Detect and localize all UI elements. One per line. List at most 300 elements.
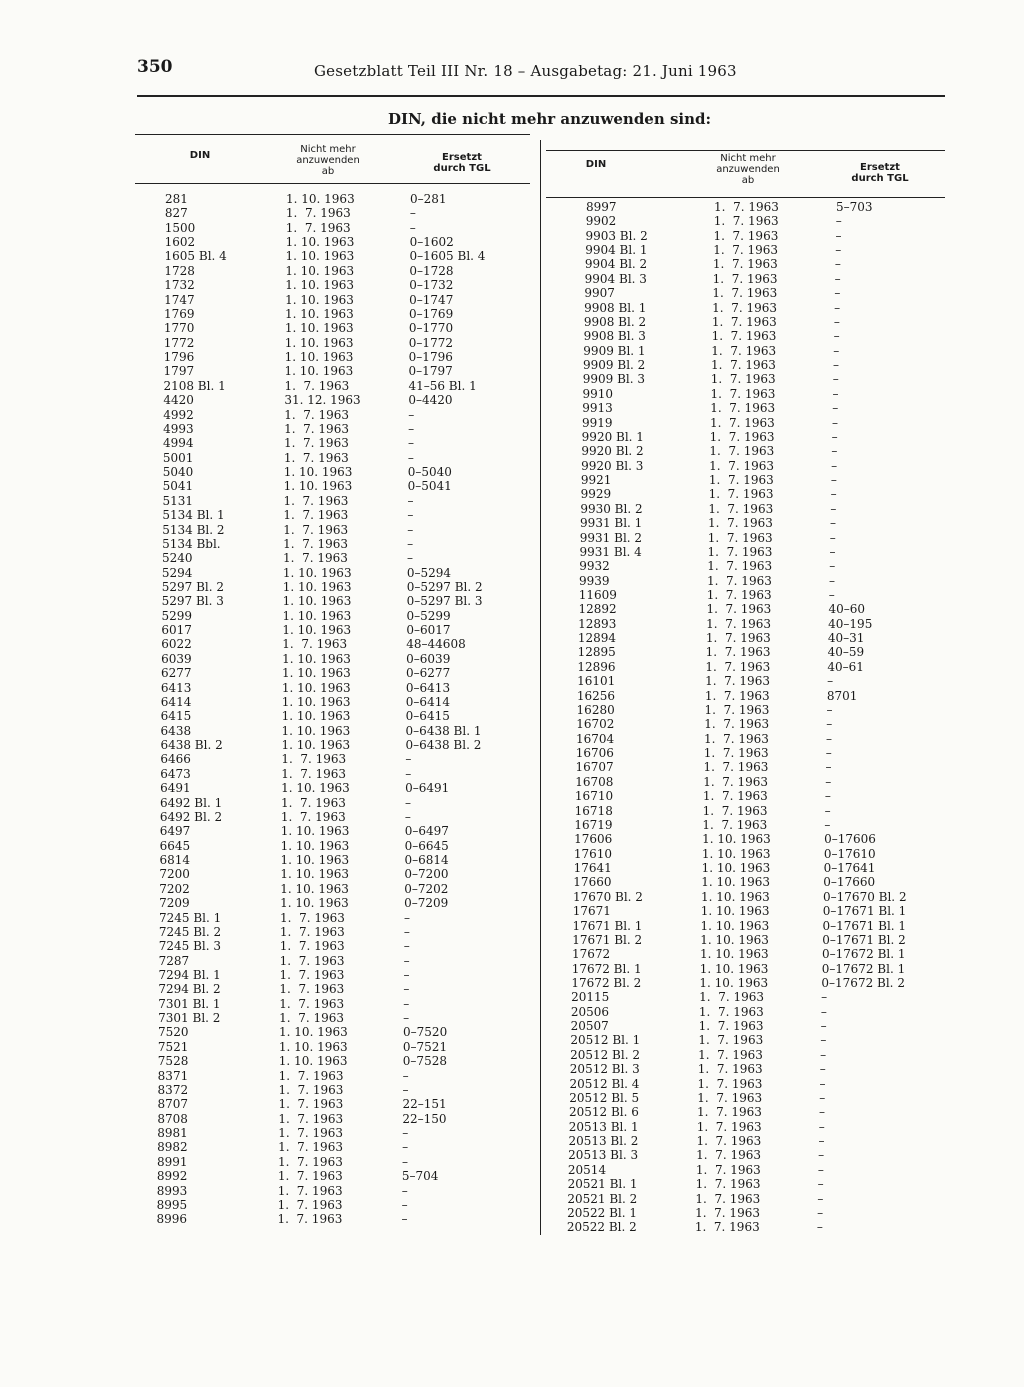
replaced-by-tgl: 0–6039 <box>406 651 451 666</box>
replaced-by-tgl: – <box>818 1148 825 1163</box>
din-number: 20512 Bl. 5 <box>569 1090 640 1105</box>
replaced-by-tgl: 22–151 <box>402 1097 447 1112</box>
din-number: 6039 <box>161 651 192 666</box>
valid-until-date: 1. 7. 1963 <box>712 300 777 315</box>
din-number: 6473 <box>160 766 191 781</box>
din-number: 16101 <box>577 674 616 689</box>
din-number: 5299 <box>161 608 193 623</box>
valid-until-date: 1. 7. 1963 <box>713 228 779 243</box>
replaced-by-tgl: 0–17672 Bl. 2 <box>821 975 905 990</box>
replaced-by-tgl: – <box>826 717 833 732</box>
din-number: 20512 Bl. 3 <box>569 1062 640 1077</box>
valid-until-date: 1. 7. 1963 <box>711 358 776 373</box>
valid-until-date: 1. 10. 1963 <box>285 263 355 278</box>
din-number: 20522 Bl. 1 <box>567 1205 638 1220</box>
valid-until-date: 1. 10. 1963 <box>279 1025 348 1040</box>
din-number: 12895 <box>577 645 616 660</box>
replaced-by-tgl: – <box>816 1220 823 1235</box>
din-number: 20522 Bl. 2 <box>566 1220 637 1235</box>
valid-until-date: 1. 7. 1963 <box>709 415 775 430</box>
valid-until-date: 1. 7. 1963 <box>283 436 349 451</box>
valid-until-date: 1. 7. 1963 <box>284 378 350 393</box>
right-header-ersetzt <box>830 162 930 184</box>
replaced-by-tgl: 0–1769 <box>409 306 454 321</box>
din-number: 5134 Bl. 2 <box>162 522 225 537</box>
din-number: 20514 <box>567 1162 607 1177</box>
valid-until-date: 1. 10. 1963 <box>283 465 353 480</box>
din-number: 4992 <box>163 407 194 422</box>
valid-until-date: 1. 7. 1963 <box>708 516 773 531</box>
replaced-by-tgl: – <box>833 314 840 329</box>
valid-until-date: 1. 7. 1963 <box>704 702 770 717</box>
din-number: 9931 Bl. 4 <box>579 544 642 559</box>
replaced-by-tgl: 0–1772 <box>408 335 453 350</box>
valid-until-date: 1. 10. 1963 <box>278 1054 348 1069</box>
valid-until-date: 1. 10. 1963 <box>282 666 351 681</box>
valid-until-date: 1. 10. 1963 <box>699 947 769 962</box>
valid-until-date: 1. 7. 1963 <box>283 450 349 465</box>
din-number: 6414 <box>160 694 192 709</box>
valid-until-date: 1. 10. 1963 <box>701 875 770 890</box>
replaced-by-tgl: – <box>825 774 832 789</box>
valid-until-date: 1. 10. 1963 <box>282 608 352 623</box>
replaced-by-tgl: – <box>818 1134 825 1149</box>
din-number: 6492 Bl. 2 <box>159 809 223 824</box>
din-number: 20115 <box>571 990 610 1005</box>
valid-until-date: 1. 10. 1963 <box>281 709 351 724</box>
replaced-by-tgl: – <box>408 421 415 436</box>
replaced-by-tgl: – <box>401 1212 408 1227</box>
din-number: 5041 <box>162 479 194 494</box>
din-number: 7202 <box>159 881 190 896</box>
replaced-by-tgl: – <box>403 1011 410 1026</box>
replaced-by-tgl: 0–17672 Bl. 1 <box>821 947 906 962</box>
din-number: 9910 <box>582 386 614 401</box>
replaced-by-tgl: – <box>829 544 836 559</box>
replaced-by-tgl: 40–61 <box>827 659 864 674</box>
din-number: 16710 <box>574 789 614 804</box>
replaced-by-tgl: – <box>817 1162 824 1177</box>
din-number: 4420 <box>163 393 194 408</box>
din-number: 8708 <box>157 1111 188 1126</box>
replaced-by-tgl: – <box>832 386 839 401</box>
din-number: 16702 <box>576 717 615 732</box>
replaced-by-tgl: – <box>824 789 831 804</box>
din-number: 20506 <box>570 1004 610 1019</box>
right-header-nicht-mehr <box>698 153 798 186</box>
replaced-by-tgl: 0–7200 <box>404 867 449 882</box>
valid-until-date: 1. 7. 1963 <box>283 493 349 508</box>
din-number: 9909 Bl. 1 <box>583 343 646 358</box>
din-number: 6438 <box>160 723 192 738</box>
valid-until-date: 1. 7. 1963 <box>277 1169 343 1184</box>
replaced-by-tgl: 0–6814 <box>404 853 449 868</box>
replaced-by-tgl: 0–1747 <box>409 292 454 307</box>
valid-until-date: 1. 7. 1963 <box>704 731 769 746</box>
din-number: 7521 <box>157 1039 189 1054</box>
valid-until-date: 1. 7. 1963 <box>278 1097 344 1112</box>
valid-until-date: 1. 7. 1963 <box>707 559 773 574</box>
valid-until-date: 1. 7. 1963 <box>694 1220 760 1235</box>
replaced-by-tgl: – <box>820 1033 827 1048</box>
replaced-by-tgl: 0–1602 <box>409 235 454 250</box>
valid-until-date: 1. 7. 1963 <box>706 587 772 602</box>
din-number: 7301 Bl. 1 <box>158 996 221 1011</box>
replaced-by-tgl: 0–6277 <box>406 666 451 681</box>
din-number: 17672 <box>571 947 611 962</box>
replaced-by-tgl: – <box>819 1090 826 1105</box>
replaced-by-tgl: 0–17671 Bl. 2 <box>822 932 906 947</box>
din-number: 7528 <box>157 1054 189 1069</box>
valid-until-date: 1. 10. 1963 <box>284 335 354 350</box>
valid-until-date: 1. 7. 1963 <box>710 372 776 387</box>
replaced-by-tgl: – <box>407 551 413 566</box>
din-number: 1728 <box>164 263 195 278</box>
din-number: 17660 <box>573 875 612 890</box>
replaced-by-tgl: – <box>834 300 841 315</box>
din-number: 7301 Bl. 2 <box>158 1011 221 1026</box>
din-number: 1770 <box>163 321 195 336</box>
valid-until-date: 1. 7. 1963 <box>698 1019 764 1034</box>
valid-until-date: 1. 7. 1963 <box>279 967 345 982</box>
din-number: 20513 Bl. 2 <box>568 1134 639 1149</box>
replaced-by-tgl: – <box>835 243 842 258</box>
replaced-by-tgl: 0–17660 <box>823 875 876 890</box>
replaced-by-tgl: – <box>405 752 412 767</box>
replaced-by-tgl: 0–1796 <box>408 350 453 365</box>
valid-until-date: 1. 10. 1963 <box>286 192 355 206</box>
valid-until-date: 1. 7. 1963 <box>695 1191 761 1206</box>
valid-until-date: 1. 10. 1963 <box>282 651 351 666</box>
valid-until-date: 1. 7. 1963 <box>278 1126 344 1141</box>
replaced-by-tgl: – <box>833 358 840 373</box>
valid-until-date: 1. 10. 1963 <box>285 249 355 264</box>
valid-until-date: 1. 7. 1963 <box>697 1062 763 1077</box>
din-number: 17671 Bl. 2 <box>572 932 643 947</box>
replaced-by-tgl: – <box>828 573 835 588</box>
din-number: 9921 <box>580 473 612 488</box>
valid-until-date: 1. 7. 1963 <box>279 924 345 939</box>
valid-until-date: 1. 7. 1963 <box>707 544 773 559</box>
valid-until-date: 1. 10. 1963 <box>284 350 354 365</box>
din-number: 8707 <box>157 1097 188 1112</box>
valid-until-date: 1. 7. 1963 <box>277 1183 343 1198</box>
valid-until-date: 1. 7. 1963 <box>708 473 774 488</box>
replaced-by-tgl: – <box>403 953 410 968</box>
replaced-by-tgl: – <box>817 1177 824 1192</box>
din-number: 7200 <box>159 867 190 882</box>
replaced-by-tgl: – <box>835 214 842 229</box>
din-number: 9902 <box>585 214 617 229</box>
valid-until-date: 1. 7. 1963 <box>703 774 769 789</box>
valid-until-date: 1. 10. 1963 <box>282 579 352 594</box>
din-number: 1769 <box>164 306 195 321</box>
din-number: 17671 <box>572 904 611 919</box>
din-number: 9904 Bl. 2 <box>584 257 648 272</box>
replaced-by-tgl: 0–5041 <box>407 479 452 494</box>
replaced-by-tgl: 0–17671 Bl. 1 <box>822 904 907 919</box>
replaced-by-tgl: – <box>401 1154 408 1169</box>
valid-until-date: 1. 7. 1963 <box>706 616 772 631</box>
din-number: 20507 <box>570 1019 609 1034</box>
replaced-by-tgl: 5–703 <box>836 200 873 214</box>
valid-until-date: 1. 7. 1963 <box>695 1177 761 1192</box>
din-number: 8992 <box>156 1169 188 1184</box>
replaced-by-tgl: – <box>820 1047 827 1062</box>
din-number: 9931 Bl. 2 <box>579 530 643 545</box>
din-number: 1772 <box>163 335 195 350</box>
replaced-by-tgl: – <box>832 372 839 387</box>
din-number: 17670 Bl. 2 <box>573 889 643 904</box>
valid-until-date: 1. 7. 1963 <box>282 637 348 652</box>
valid-until-date: 1. 10. 1963 <box>281 723 351 738</box>
din-number: 20512 Bl. 1 <box>570 1033 641 1048</box>
valid-until-date: 1. 7. 1963 <box>706 602 772 617</box>
valid-until-date: 1. 10. 1963 <box>700 904 770 919</box>
din-number: 7294 Bl. 1 <box>158 967 221 982</box>
replaced-by-tgl: 0–6438 Bl. 1 <box>405 723 482 738</box>
header-rule <box>137 95 945 97</box>
left-header-nicht-mehr <box>278 144 378 177</box>
replaced-by-tgl: 40–59 <box>827 645 865 660</box>
valid-until-date: 1. 7. 1963 <box>703 760 769 775</box>
replaced-by-tgl: – <box>402 1126 409 1141</box>
din-number: 20512 Bl. 2 <box>570 1047 640 1062</box>
valid-until-date: 1. 10. 1963 <box>701 846 771 861</box>
valid-until-date: 1. 7. 1963 <box>705 631 771 646</box>
valid-until-date: 1. 7. 1963 <box>713 214 779 229</box>
replaced-by-tgl: 40–31 <box>827 631 865 646</box>
din-number: 16719 <box>574 817 613 832</box>
header-line: Nicht mehr <box>720 153 776 164</box>
valid-until-date: 1. 7. 1963 <box>283 551 348 566</box>
header-line: Ersetzt <box>442 152 482 163</box>
replaced-by-tgl: – <box>832 401 839 416</box>
din-number: 9939 <box>578 573 610 588</box>
din-number: 1602 <box>164 235 196 250</box>
header-line: Ersetzt <box>860 162 900 173</box>
valid-until-date: 1. 10. 1963 <box>700 918 770 933</box>
din-number: 6492 Bl. 1 <box>159 795 223 810</box>
din-number: 9908 Bl. 1 <box>584 300 647 315</box>
valid-until-date: 1. 7. 1963 <box>708 487 774 502</box>
valid-until-date: 1. 7. 1963 <box>278 1111 344 1126</box>
replaced-by-tgl: – <box>404 809 411 824</box>
replaced-by-tgl: 0–6497 <box>404 824 449 839</box>
replaced-by-tgl: 0–17641 <box>823 861 876 876</box>
valid-until-date: 1. 7. 1963 <box>285 206 351 221</box>
din-number: 9907 <box>584 286 615 301</box>
valid-until-date: 1. 10. 1963 <box>702 832 771 847</box>
din-number: 7287 <box>158 953 190 968</box>
din-number: 9920 Bl. 2 <box>581 444 644 459</box>
din-number: 9903 Bl. 2 <box>585 228 648 243</box>
din-number: 6491 <box>160 781 191 796</box>
valid-until-date: 1. 10. 1963 <box>280 881 349 896</box>
replaced-by-tgl: 0–5294 <box>406 565 452 580</box>
din-number: 5297 Bl. 3 <box>161 594 224 609</box>
header-line: anzuwenden <box>716 164 780 175</box>
din-number: 17610 <box>573 846 613 861</box>
valid-until-date: 1. 7. 1963 <box>279 939 345 954</box>
replaced-by-tgl: – <box>834 257 841 272</box>
din-number: 9909 Bl. 3 <box>582 372 646 387</box>
replaced-by-tgl: – <box>830 501 837 516</box>
din-number: 1796 <box>163 350 195 365</box>
replaced-by-tgl: 0–1605 Bl. 4 <box>409 249 486 264</box>
replaced-by-tgl: – <box>834 286 841 301</box>
replaced-by-tgl: – <box>407 450 414 465</box>
replaced-by-tgl: – <box>407 493 414 508</box>
din-number: 5297 Bl. 2 <box>161 579 225 594</box>
replaced-by-tgl: – <box>402 1068 409 1083</box>
valid-until-date: 1. 10. 1963 <box>281 738 351 753</box>
replaced-by-tgl: 0–7520 <box>403 1025 448 1040</box>
din-number: 12896 <box>577 659 616 674</box>
din-number: 5040 <box>162 465 194 480</box>
din-number: 4994 <box>162 436 194 451</box>
din-number: 20513 Bl. 3 <box>568 1148 639 1163</box>
din-number: 12894 <box>577 631 617 646</box>
replaced-by-tgl: – <box>829 559 836 574</box>
valid-until-date: 1. 7. 1963 <box>712 271 778 286</box>
header-line: durch TGL <box>851 173 909 184</box>
replaced-by-tgl: – <box>405 766 412 781</box>
valid-until-date: 1. 10. 1963 <box>699 961 769 976</box>
replaced-by-tgl: – <box>820 1004 827 1019</box>
valid-until-date: 1. 10. 1963 <box>284 364 354 379</box>
valid-until-date: 1. 7. 1963 <box>281 752 347 767</box>
replaced-by-tgl: – <box>402 1082 409 1097</box>
left-header-din: DIN <box>189 150 211 161</box>
replaced-by-tgl: 8701 <box>826 688 858 703</box>
din-number: 20521 Bl. 2 <box>567 1191 638 1206</box>
valid-until-date: 1. 7. 1963 <box>702 817 768 832</box>
replaced-by-tgl: – <box>829 530 836 545</box>
din-number: 8997 <box>586 200 617 214</box>
valid-until-date: 1. 7. 1963 <box>283 522 349 537</box>
replaced-by-tgl: 22–150 <box>402 1111 447 1126</box>
din-number: 9929 <box>580 487 612 502</box>
valid-until-date: 1. 7. 1963 <box>280 809 346 824</box>
valid-until-date: 1. 7. 1963 <box>285 220 351 235</box>
replaced-by-tgl: 0–6415 <box>405 709 450 724</box>
valid-until-date: 1. 7. 1963 <box>699 990 765 1005</box>
valid-until-date: 1. 10. 1963 <box>280 896 349 911</box>
din-number: 9919 <box>581 415 613 430</box>
din-number: 9908 Bl. 3 <box>583 329 646 344</box>
valid-until-date: 1. 10. 1963 <box>284 321 354 336</box>
din-number: 17641 <box>573 861 612 876</box>
valid-until-date: 1. 7. 1963 <box>279 1011 345 1026</box>
replaced-by-tgl: – <box>833 329 840 344</box>
replaced-by-tgl: – <box>817 1205 824 1220</box>
valid-until-date: 1. 7. 1963 <box>284 421 349 436</box>
valid-until-date: 1. 7. 1963 <box>696 1105 762 1120</box>
valid-until-date: 1. 7. 1963 <box>277 1212 343 1227</box>
din-number: 9931 Bl. 1 <box>580 516 643 531</box>
valid-until-date: 31. 12. 1963 <box>284 393 361 408</box>
valid-until-date: 1. 7. 1963 <box>709 444 775 459</box>
replaced-by-tgl: – <box>818 1119 825 1134</box>
valid-until-date: 1. 7. 1963 <box>710 386 776 401</box>
replaced-by-tgl: 0–281 <box>410 192 447 206</box>
valid-until-date: 1. 10. 1963 <box>278 1039 348 1054</box>
din-number: 1797 <box>163 364 195 379</box>
valid-until-date: 1. 7. 1963 <box>279 982 345 997</box>
din-number: 8993 <box>156 1183 188 1198</box>
replaced-by-tgl: – <box>831 429 838 444</box>
din-number: 17671 Bl. 1 <box>572 918 643 933</box>
replaced-by-tgl: – <box>826 702 833 717</box>
din-number: 20512 Bl. 6 <box>568 1105 639 1120</box>
replaced-by-tgl: – <box>819 1062 826 1077</box>
header-line: anzuwenden <box>296 155 360 166</box>
din-number: 9904 Bl. 1 <box>585 243 648 258</box>
din-number: 9932 <box>579 559 610 574</box>
valid-until-date: 1. 7. 1963 <box>713 243 779 258</box>
replaced-by-tgl: – <box>825 760 832 775</box>
valid-until-date: 1. 7. 1963 <box>277 1154 343 1169</box>
left-table-top-rule <box>135 134 530 135</box>
valid-until-date: 1. 10. 1963 <box>282 594 352 609</box>
replaced-by-tgl: – <box>403 996 410 1011</box>
valid-until-date: 1. 7. 1963 <box>695 1205 760 1220</box>
valid-until-date: 1. 7. 1963 <box>702 803 768 818</box>
din-number: 6466 <box>160 752 191 767</box>
valid-until-date: 1. 7. 1963 <box>698 1047 763 1062</box>
din-number: 6438 Bl. 2 <box>160 738 223 753</box>
din-number: 16280 <box>576 702 615 717</box>
right-table-top-rule <box>546 150 945 151</box>
replaced-by-tgl: 0–1728 <box>409 263 454 278</box>
din-number: 16704 <box>576 731 615 746</box>
din-number: 8982 <box>157 1140 188 1155</box>
din-number: 5001 <box>162 450 194 465</box>
replaced-by-tgl: – <box>827 674 834 689</box>
valid-until-date: 1. 10. 1963 <box>282 565 352 580</box>
replaced-by-tgl: – <box>407 436 414 451</box>
valid-until-date: 1. 10. 1963 <box>699 975 769 990</box>
din-number: 8996 <box>156 1212 188 1227</box>
valid-until-date: 1. 7. 1963 <box>704 688 770 703</box>
valid-until-date: 1. 10. 1963 <box>285 306 354 321</box>
valid-until-date: 1. 7. 1963 <box>709 458 775 473</box>
valid-until-date: 1. 10. 1963 <box>282 623 352 638</box>
valid-until-date: 1. 7. 1963 <box>705 674 770 689</box>
din-number: 6017 <box>161 623 192 638</box>
din-number: 11609 <box>578 587 617 602</box>
din-number: 7245 Bl. 3 <box>158 939 222 954</box>
left-table-header-rule <box>135 183 530 184</box>
din-number: 5294 <box>161 565 193 580</box>
din-number: 7245 Bl. 1 <box>159 910 222 925</box>
din-number: 1747 <box>164 292 195 307</box>
replaced-by-tgl: 0–4420 <box>408 393 453 408</box>
replaced-by-tgl: – <box>828 587 835 602</box>
replaced-by-tgl: – <box>403 967 410 982</box>
replaced-by-tgl: 0–6645 <box>404 838 449 853</box>
valid-until-date: 1. 7. 1963 <box>283 508 349 523</box>
replaced-by-tgl: – <box>824 803 831 818</box>
din-number: 7245 Bl. 2 <box>158 924 222 939</box>
valid-until-date: 1. 7. 1963 <box>697 1090 763 1105</box>
replaced-by-tgl: 5–704 <box>401 1169 439 1184</box>
din-number: 7209 <box>159 896 190 911</box>
column-separator <box>540 140 541 1235</box>
din-number: 827 <box>164 206 188 221</box>
din-number: 20512 Bl. 4 <box>569 1076 640 1091</box>
